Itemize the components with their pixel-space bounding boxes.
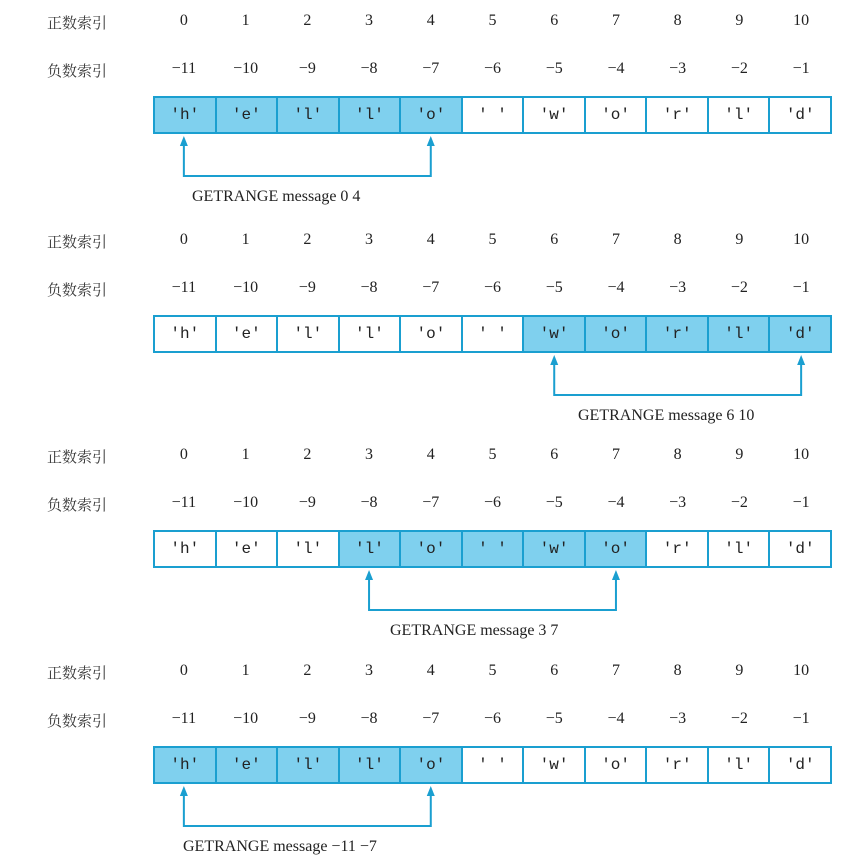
char-cell: 'w' <box>522 748 584 782</box>
arrow-head-icon <box>427 786 435 796</box>
positive-index: 3 <box>365 662 374 679</box>
positive-index: 2 <box>303 231 312 248</box>
negative-index: −5 <box>545 279 563 296</box>
char-cell: 'o' <box>399 317 461 351</box>
positive-index: 0 <box>179 231 188 248</box>
positive-index: 1 <box>241 662 250 679</box>
char-cell: 'o' <box>399 98 461 132</box>
char-cell: 'h' <box>155 532 215 566</box>
char-cell: 'l' <box>338 98 400 132</box>
char-cell: 'l' <box>707 98 769 132</box>
char-cell: 'r' <box>645 98 707 132</box>
char-cell: 'w' <box>522 317 584 351</box>
getrange-command: GETRANGE message −11 −7 <box>183 838 377 855</box>
negative-index: −4 <box>607 279 625 296</box>
negative-index: −9 <box>298 710 316 727</box>
positive-index: 8 <box>673 446 682 463</box>
char-cell: ' ' <box>461 317 523 351</box>
positive-index: 4 <box>426 446 435 463</box>
positive-index: 6 <box>550 12 559 29</box>
char-cell: 'o' <box>584 317 646 351</box>
negative-index: −4 <box>607 710 625 727</box>
negative-index: −11 <box>171 494 197 511</box>
positive-index: 0 <box>179 12 188 29</box>
getrange-command: GETRANGE message 0 4 <box>192 188 361 205</box>
char-cell: 'r' <box>645 532 707 566</box>
char-cell: 'l' <box>276 317 338 351</box>
negative-index: −1 <box>792 60 810 77</box>
negative-index: −7 <box>422 60 440 77</box>
negative-index: −5 <box>545 60 563 77</box>
negative-index: −11 <box>171 60 197 77</box>
negative-index-label: 负数索引 <box>47 62 108 80</box>
char-cell: 'o' <box>584 748 646 782</box>
negative-index: −2 <box>730 279 748 296</box>
positive-index: 0 <box>179 662 188 679</box>
negative-index: −11 <box>171 710 197 727</box>
char-cell: 'e' <box>215 317 277 351</box>
negative-index-label: 负数索引 <box>47 281 108 299</box>
positive-index: 7 <box>611 446 620 463</box>
char-cell: 'e' <box>215 748 277 782</box>
negative-index: −1 <box>792 710 810 727</box>
char-cell: 'd' <box>768 532 830 566</box>
positive-index: 9 <box>735 446 744 463</box>
positive-index: 8 <box>673 662 682 679</box>
negative-index: −6 <box>483 279 502 296</box>
positive-index: 3 <box>365 12 374 29</box>
negative-index: −3 <box>669 710 687 727</box>
positive-index: 5 <box>488 662 497 679</box>
char-cell: 'w' <box>522 98 584 132</box>
char-cell: 'l' <box>276 748 338 782</box>
char-cell: 'l' <box>707 532 769 566</box>
char-cell: 'o' <box>584 532 646 566</box>
positive-index-label: 正数索引 <box>47 233 108 251</box>
positive-index: 3 <box>365 446 374 463</box>
char-cell: 'l' <box>338 317 400 351</box>
positive-index: 4 <box>426 12 435 29</box>
negative-index: −8 <box>360 710 378 727</box>
char-cell: 'l' <box>338 532 400 566</box>
char-cell: 'd' <box>768 98 830 132</box>
char-cell: 'e' <box>215 98 277 132</box>
positive-index-label: 正数索引 <box>47 14 108 32</box>
negative-index: −7 <box>422 494 440 511</box>
negative-index: −3 <box>669 60 687 77</box>
positive-index: 10 <box>793 446 810 463</box>
char-cell: 'l' <box>707 748 769 782</box>
char-cell: ' ' <box>461 98 523 132</box>
positive-index: 2 <box>303 662 312 679</box>
getrange-command: GETRANGE message 6 10 <box>578 407 755 424</box>
negative-index: −10 <box>233 710 259 727</box>
char-cell: 'h' <box>155 317 215 351</box>
negative-index: −10 <box>233 60 259 77</box>
positive-index: 7 <box>611 12 620 29</box>
char-cell: 'l' <box>276 98 338 132</box>
positive-index: 1 <box>241 231 250 248</box>
negative-index: −8 <box>360 494 378 511</box>
negative-index: −11 <box>171 279 197 296</box>
positive-index-label: 正数索引 <box>47 664 108 682</box>
positive-index: 5 <box>488 446 497 463</box>
negative-index: −1 <box>792 279 810 296</box>
char-cell: 'w' <box>522 532 584 566</box>
positive-index: 7 <box>611 231 620 248</box>
negative-index: −6 <box>483 494 502 511</box>
negative-index: −4 <box>607 60 625 77</box>
positive-index: 1 <box>241 12 250 29</box>
char-cell: 'o' <box>399 748 461 782</box>
positive-index: 0 <box>179 446 188 463</box>
positive-index: 6 <box>550 231 559 248</box>
char-cell: 'o' <box>584 98 646 132</box>
char-cell: 'o' <box>399 532 461 566</box>
negative-index: −5 <box>545 710 563 727</box>
negative-index: −7 <box>422 279 440 296</box>
positive-index: 8 <box>673 231 682 248</box>
positive-index: 10 <box>793 12 810 29</box>
positive-index-label: 正数索引 <box>47 448 108 466</box>
positive-index: 4 <box>426 662 435 679</box>
positive-index: 6 <box>550 662 559 679</box>
positive-index: 3 <box>365 231 374 248</box>
positive-index: 2 <box>303 12 312 29</box>
char-cell: 'e' <box>215 532 277 566</box>
positive-index: 7 <box>611 662 620 679</box>
negative-index: −2 <box>730 60 748 77</box>
char-cell: 'd' <box>768 748 830 782</box>
negative-index: −10 <box>233 279 259 296</box>
negative-index: −6 <box>483 710 502 727</box>
negative-index: −2 <box>730 494 748 511</box>
positive-index: 1 <box>241 446 250 463</box>
positive-index: 6 <box>550 446 559 463</box>
char-cell: 'l' <box>707 317 769 351</box>
negative-index-label: 负数索引 <box>47 712 108 730</box>
positive-index: 9 <box>735 231 744 248</box>
positive-index: 10 <box>793 231 810 248</box>
negative-index: −6 <box>483 60 502 77</box>
char-cell: 'd' <box>768 317 830 351</box>
positive-index: 5 <box>488 231 497 248</box>
negative-index: −8 <box>360 60 378 77</box>
negative-index: −9 <box>298 494 316 511</box>
negative-index: −9 <box>298 60 316 77</box>
char-cell: ' ' <box>461 532 523 566</box>
positive-index: 4 <box>426 231 435 248</box>
negative-index: −8 <box>360 279 378 296</box>
positive-index: 2 <box>303 446 312 463</box>
negative-index: −3 <box>669 494 687 511</box>
char-cell: 'l' <box>338 748 400 782</box>
positive-index: 9 <box>735 662 744 679</box>
positive-index: 5 <box>488 12 497 29</box>
char-cell: 'l' <box>276 532 338 566</box>
negative-index: −3 <box>669 279 687 296</box>
char-cell: 'h' <box>155 98 215 132</box>
positive-index: 10 <box>793 662 810 679</box>
negative-index: −5 <box>545 494 563 511</box>
negative-index: −4 <box>607 494 625 511</box>
negative-index: −10 <box>233 494 259 511</box>
getrange-command: GETRANGE message 3 7 <box>390 622 559 639</box>
char-cell: 'r' <box>645 317 707 351</box>
char-cell: 'h' <box>155 748 215 782</box>
char-cell: 'r' <box>645 748 707 782</box>
positive-index: 8 <box>673 12 682 29</box>
char-cell: ' ' <box>461 748 523 782</box>
negative-index: −1 <box>792 494 810 511</box>
negative-index: −9 <box>298 279 316 296</box>
negative-index: −2 <box>730 710 748 727</box>
negative-index-label: 负数索引 <box>47 496 108 514</box>
arrow-head-icon <box>180 786 188 796</box>
negative-index: −7 <box>422 710 440 727</box>
positive-index: 9 <box>735 12 744 29</box>
